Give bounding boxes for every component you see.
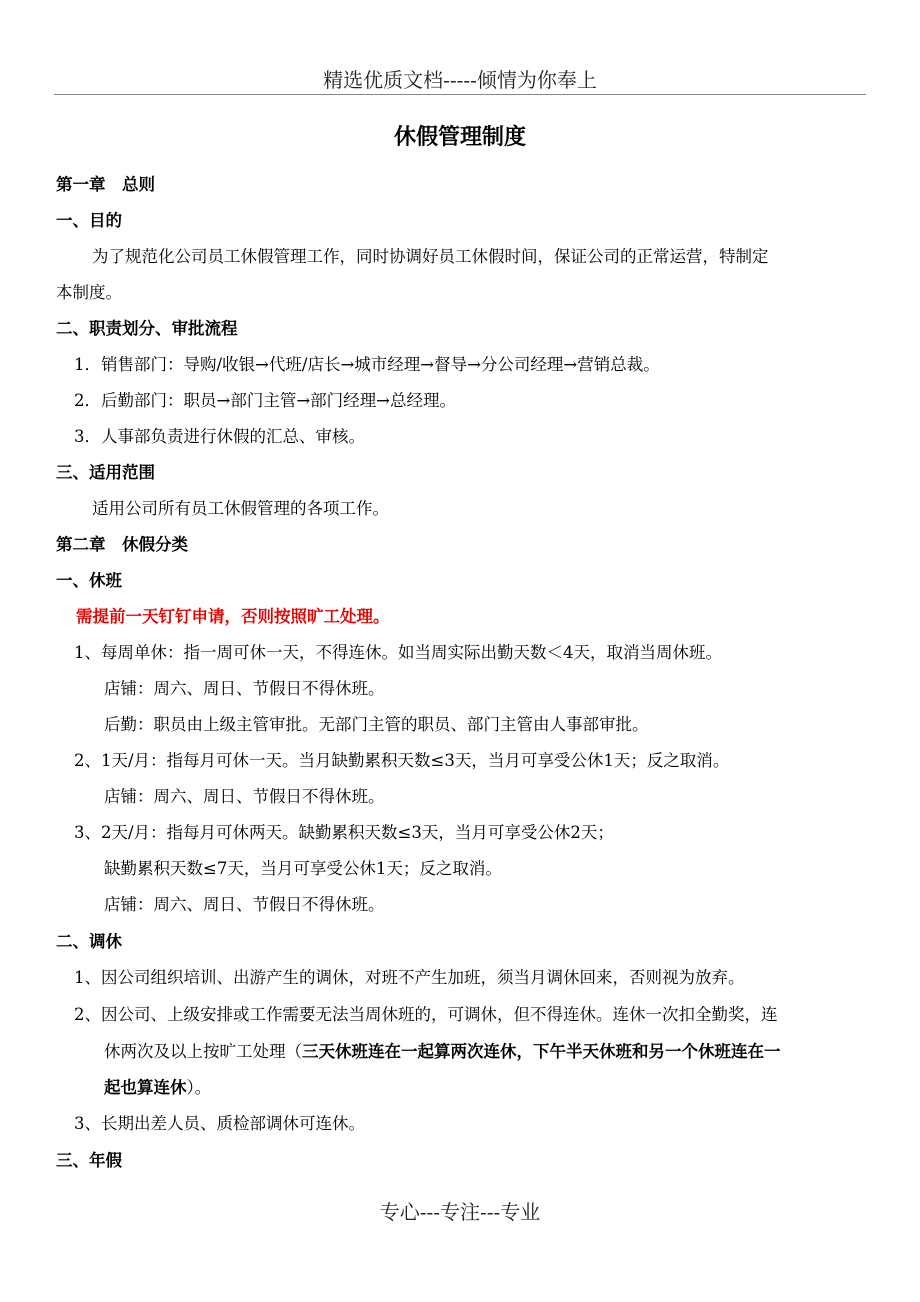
shift-item-3: 3、2天/月：指每月可休两天。缺勤累积天数≤3天，当月可享受公休2天； bbox=[74, 823, 614, 842]
chapter-1-heading: 第一章 总则 bbox=[56, 175, 155, 194]
shift-notice: 需提前一天钉钉申请，否则按照旷工处理。 bbox=[76, 607, 390, 626]
section-compensatory-heading: 二、调休 bbox=[56, 932, 122, 951]
purpose-paragraph-line-1: 为了规范化公司员工休假管理工作，同时协调好员工休假时间，保证公司的正常运营，特制定 bbox=[92, 247, 769, 266]
section-scope-heading: 三、适用范围 bbox=[56, 463, 155, 482]
shift-item-1-back: 后勤：职员由上级主管审批。无部门主管的职员、部门主管由人事部审批。 bbox=[104, 715, 649, 734]
compensatory-item-2-emphasis-end: 起也算连休 bbox=[104, 1078, 187, 1097]
compensatory-item-2-line-1: 2、因公司、上级安排或工作需要无法当周休班的，可调休，但不得连休。连休一次扣全勤奖，连 bbox=[74, 1005, 778, 1024]
duty-item-1: 1．销售部门：导购/收银→代班/店长→城市经理→督导→分公司经理→营销总裁。 bbox=[74, 355, 660, 374]
scope-paragraph: 适用公司所有员工休假管理的各项工作。 bbox=[92, 499, 389, 518]
shift-item-1: 1、每周单休：指一周可休一天，不得连休。如当周实际出勤天数＜4天，取消当周休班。 bbox=[74, 643, 722, 662]
compensatory-item-3: 3、长期出差人员、质检部调休可连休。 bbox=[74, 1114, 365, 1133]
duty-item-2: 2．后勤部门：职员→部门主管→部门经理→总经理。 bbox=[74, 391, 456, 410]
shift-item-1-store: 店铺：周六、周日、节假日不得休班。 bbox=[104, 679, 385, 698]
compensatory-item-2-close: ）。 bbox=[186, 1078, 212, 1097]
section-purpose-heading: 一、目的 bbox=[56, 211, 122, 230]
section-shift-heading: 一、休班 bbox=[56, 571, 122, 590]
document-title: 休假管理制度 bbox=[393, 125, 526, 150]
compensatory-item-2-line-2 bbox=[104, 1040, 781, 1064]
duty-item-3: 3．人事部负责进行休假的汇总、审核。 bbox=[74, 427, 365, 446]
compensatory-item-2-emphasis: 三天休班连在一起算两次连休，下午半天休班和另一个休班连在一 bbox=[302, 1042, 781, 1061]
header-divider bbox=[54, 94, 866, 95]
purpose-paragraph-line-2: 本制度。 bbox=[56, 283, 122, 302]
compensatory-item-1: 1、因公司组织培训、出游产生的调休，对班不产生加班，须当月调休回来，否则视为放弃。 bbox=[74, 968, 745, 987]
compensatory-item-2-line-3 bbox=[104, 1076, 211, 1100]
section-duty-heading: 二、职责划分、审批流程 bbox=[56, 319, 238, 338]
shift-item-2: 2、1天/月：指每月可休一天。当月缺勤累积天数≤3天，当月可享受公休1天；反之取消。 bbox=[74, 751, 730, 770]
shift-item-3-store: 店铺：周六、周日、节假日不得休班。 bbox=[104, 895, 385, 914]
shift-item-3-cont: 缺勤累积天数≤7天，当月可享受公休1天；反之取消。 bbox=[104, 859, 502, 878]
section-annual-heading: 三、年假 bbox=[56, 1151, 122, 1170]
compensatory-item-2-text: 休两次及以上按旷工处理（ bbox=[104, 1042, 302, 1061]
chapter-2-heading: 第二章 休假分类 bbox=[56, 535, 188, 554]
shift-item-2-store: 店铺：周六、周日、节假日不得休班。 bbox=[104, 787, 385, 806]
page-header: 精选优质文档-----倾情为你奉上 bbox=[323, 68, 597, 92]
page-footer: 专心---专注---专业 bbox=[379, 1200, 541, 1224]
